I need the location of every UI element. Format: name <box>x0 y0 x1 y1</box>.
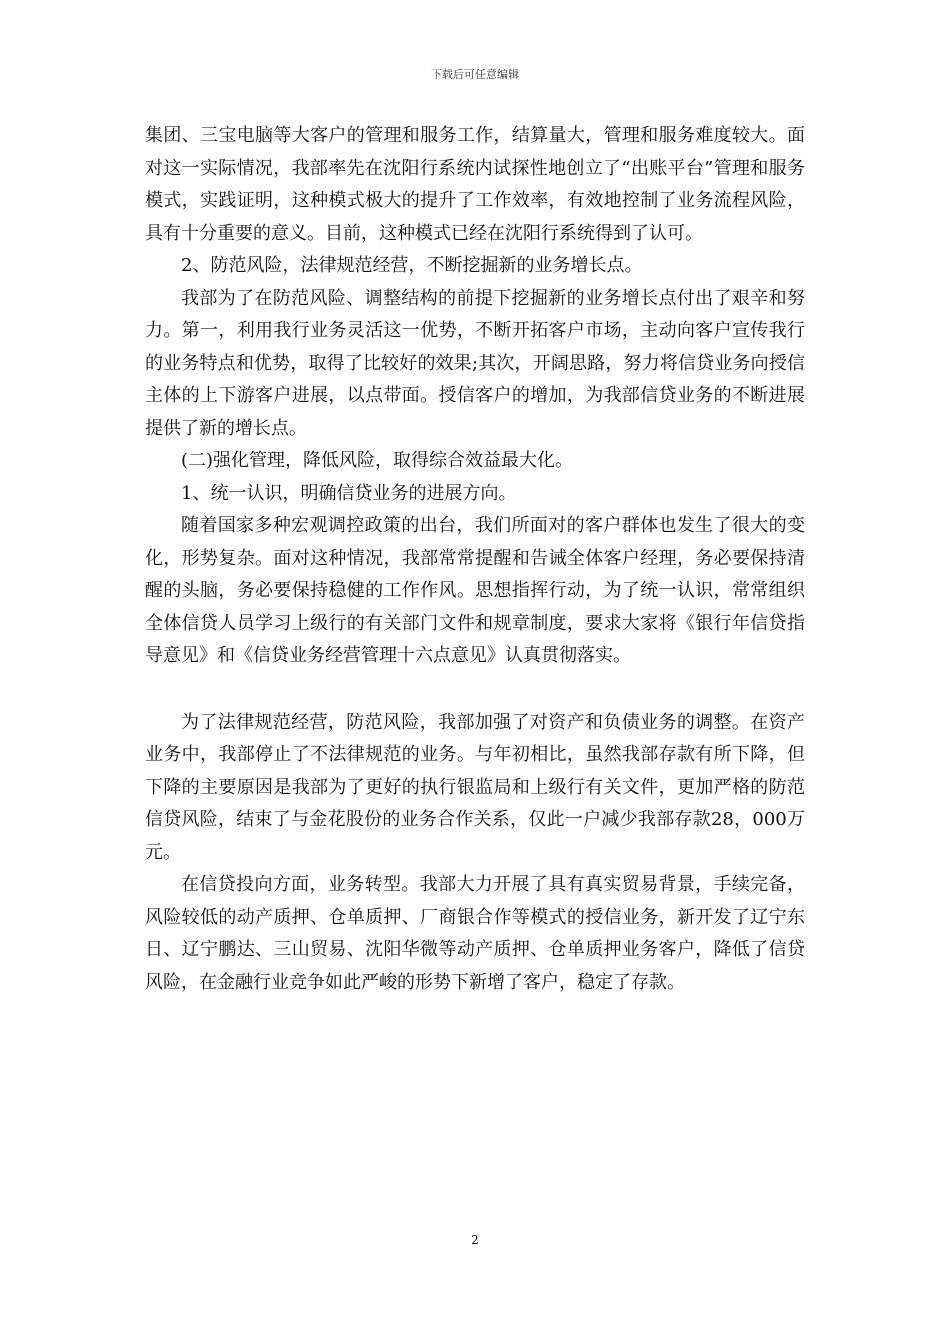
paragraph-heading-2: 2、防范风险，法律规范经营，不断挖掘新的业务增长点。 <box>181 255 643 276</box>
paragraph-heading-1: 1、统一认识，明确信贷业务的进展方向。 <box>181 482 517 504</box>
page-number: 2 <box>471 1233 479 1247</box>
paragraph-growth-points: 我部为了在防范风险、调整结构的前提下挖掘新的业务增长点付出了艰辛和努力。第一，利用我行业务灵活这一优势，不断开拓客户市场，主动向客户宣传我行的业务特点和优势，取得了比较好的效果;其次，开阔思路，努力将信贷业务向授信主体的上下游客户进展，以点带面。授信客户的增加，为我部信贷业务的不断进展提供了新的增长点。 <box>145 287 805 439</box>
section-heading-2: (二)强化管理，降低风险，取得综合效益最大化。 <box>181 450 574 471</box>
document-body <box>145 120 805 999</box>
page-header-note: 下载后可任意编辑 <box>431 68 519 81</box>
paragraph-macro-policy: 随着国家多种宏观调控政策的出台，我们所面对的客户群体也发生了很大的变化，形势复杂。面对这种情况，我部常常提醒和告诫全体客户经理，务必要保持清醒的头脑，务必要保持稳健的工作作风。思想指挥行动，为了统一认识，常常组织全体信贷人员学习上级行的有关部门文件和规章制度，要求大家将《银行年信贷指导意见》和《信贷业务经营管理十六点意见》认真贯彻落实。 <box>145 515 805 666</box>
paragraph-gap <box>145 673 805 707</box>
paragraph-asset-adjustment: 为了法律规范经营，防范风险，我部加强了对资产和负债业务的调整。在资产业务中，我部停止了不法律规范的业务。与年初相比，虽然我部存款有所下降，但下降的主要原因是我部为了更好的执行银监局和上级行有关文件，更加严格的防范信贷风险，结束了与金花股份的业务合作关系，仅此一户减少我部存款28，000万元。 <box>145 711 805 863</box>
paragraph-continued: 集团、三宝电脑等大客户的管理和服务工作，结算量大，管理和服务难度较大。面对这一实际情况，我部率先在沈阳行系统内试探性地创立了“出账平台”管理和服务模式，实践证明，这种模式极大的提升了工作效率，有效地控制了业务流程风险，具有十分重要的意义。目前，这种模式已经在沈阳行系统得到了认可。 <box>145 125 805 244</box>
paragraph-credit-direction: 在信贷投向方面，业务转型。我部大力开展了具有真实贸易背景，手续完备，风险较低的动产质押、仓单质押、厂商银合作等模式的授信业务，新开发了辽宁东日、辽宁鹏达、三山贸易、沈阳华微等动产质押、仓单质押业务客户，降低了信贷风险，在金融行业竞争如此严峻的形势下新增了客户，稳定了存款。 <box>145 874 805 993</box>
